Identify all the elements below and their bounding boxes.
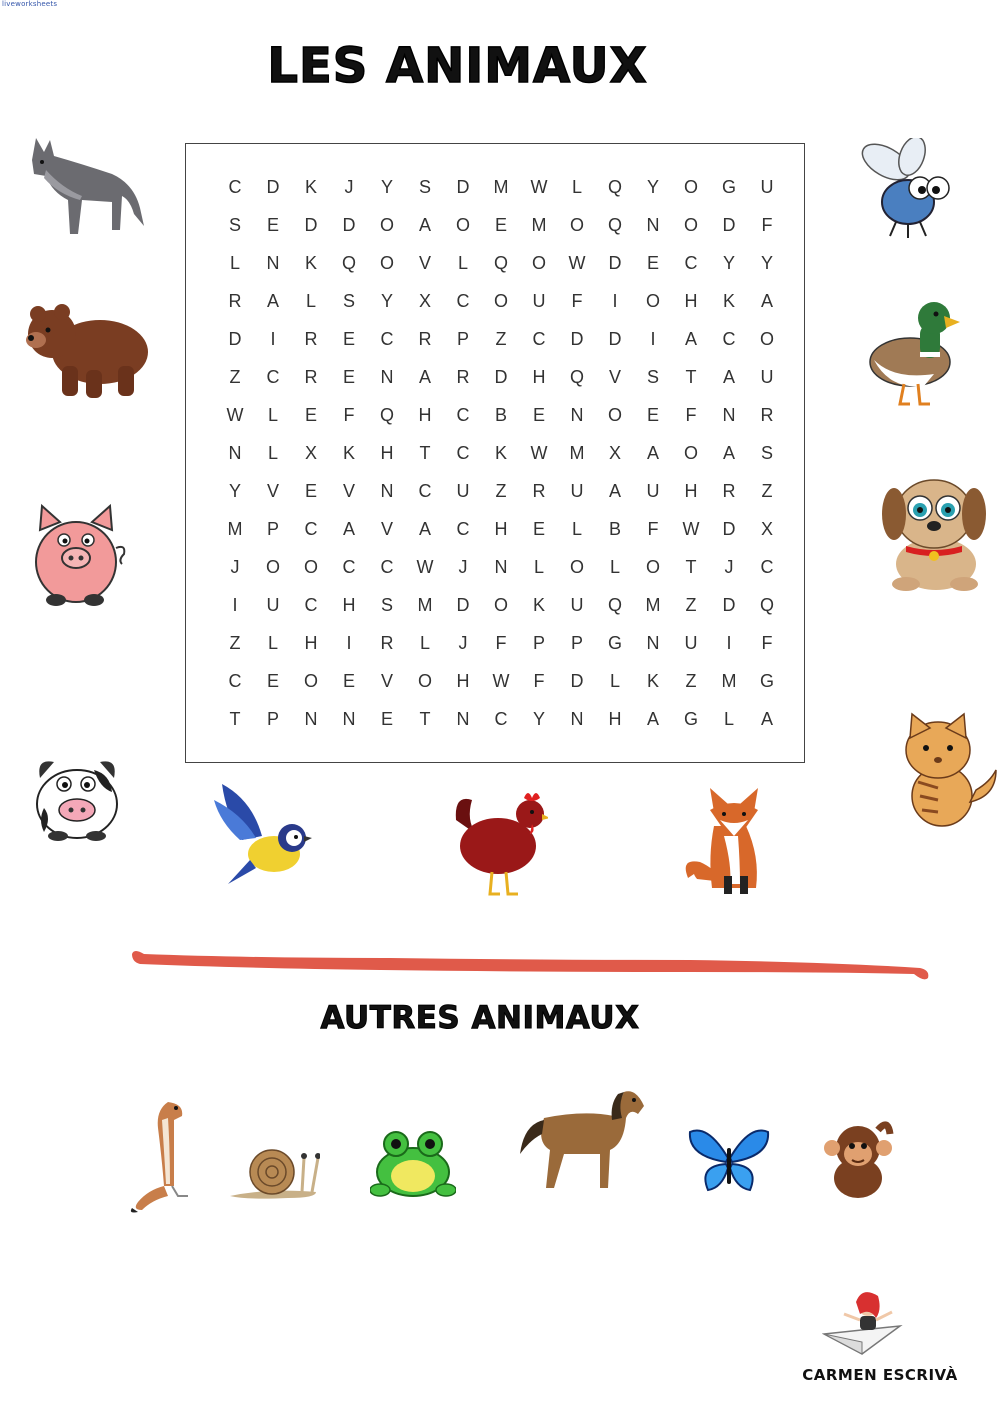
grid-letter[interactable]: Z (229, 366, 241, 387)
grid-letter[interactable]: D (570, 670, 584, 691)
grid-letter[interactable]: G (759, 670, 774, 691)
grid-letter[interactable]: Y (380, 176, 393, 197)
grid-letter[interactable]: L (267, 442, 278, 463)
grid-letter[interactable]: R (456, 366, 470, 387)
grid-letter[interactable]: O (265, 556, 280, 577)
grid-letter[interactable]: W (682, 518, 700, 539)
grid-letter[interactable]: E (342, 328, 355, 349)
grid-letter[interactable]: S (760, 442, 773, 463)
grid-letter[interactable]: Y (228, 480, 241, 501)
wolf-image (22, 130, 147, 240)
grid-letter[interactable]: C (684, 252, 698, 273)
grid-letter[interactable]: O (683, 442, 698, 463)
grid-letter[interactable]: H (342, 594, 356, 615)
grid-letter[interactable]: C (304, 594, 318, 615)
grid-letter[interactable]: K (646, 670, 659, 691)
grid-letter[interactable]: R (304, 366, 318, 387)
grid-letter[interactable]: W (530, 176, 548, 197)
grid-letter[interactable]: I (650, 328, 656, 349)
grid-letter[interactable]: N (646, 632, 660, 653)
grid-letter[interactable]: U (760, 366, 774, 387)
grid-letter[interactable]: N (304, 708, 318, 729)
grid-letter[interactable]: M (721, 670, 737, 691)
grid-letter[interactable]: I (232, 594, 238, 615)
grid-letter[interactable]: O (607, 404, 622, 425)
grid-letter[interactable]: J (344, 176, 354, 197)
monkey-image (822, 1120, 894, 1200)
grid-letter[interactable]: A (722, 366, 735, 387)
grid-letter[interactable]: Q (607, 214, 622, 235)
grid-letter[interactable]: O (645, 556, 660, 577)
grid-letter[interactable]: G (683, 708, 698, 729)
grid-letter[interactable]: H (608, 708, 622, 729)
grid-letter[interactable]: C (304, 518, 318, 539)
grid-letter[interactable]: C (342, 556, 356, 577)
snail-image (228, 1144, 320, 1200)
grid-letter[interactable]: O (683, 214, 698, 235)
grid-letter[interactable]: Q (607, 594, 622, 615)
grid-letter[interactable]: L (571, 518, 582, 539)
grid-letter[interactable]: Q (759, 594, 774, 615)
paper-plane-avatar-image (822, 1288, 904, 1358)
grid-letter[interactable]: C (456, 518, 470, 539)
grid-letter[interactable]: O (493, 290, 508, 311)
grid-letter[interactable]: N (380, 480, 394, 501)
grid-letter[interactable]: E (266, 670, 279, 691)
grid-letter[interactable]: X (608, 442, 621, 463)
grid-letter[interactable]: U (684, 632, 698, 653)
grid-letter[interactable]: I (612, 290, 618, 311)
grid-letter[interactable]: N (570, 404, 584, 425)
grid-letter[interactable]: C (380, 328, 394, 349)
grid-letter[interactable]: D (228, 328, 242, 349)
grid-letter[interactable]: O (569, 214, 584, 235)
grid-letter[interactable]: Y (532, 708, 545, 729)
grid-letter[interactable]: L (571, 176, 582, 197)
grid-letter[interactable]: P (456, 328, 469, 349)
grid-letter[interactable]: A (418, 518, 431, 539)
word-search-grid[interactable] (216, 168, 786, 738)
watermark-logo: liveworksheets (2, 0, 58, 8)
grid-letter[interactable]: W (226, 404, 244, 425)
dog-image (876, 468, 988, 593)
bear-image (22, 300, 152, 405)
grid-letter[interactable]: E (646, 252, 659, 273)
grid-letter[interactable]: L (267, 404, 278, 425)
grid-letter[interactable]: A (608, 480, 621, 501)
grid-letter[interactable]: T (419, 708, 431, 729)
grid-letter[interactable]: B (494, 404, 507, 425)
grid-letter[interactable]: G (721, 176, 736, 197)
cat-image (898, 712, 1000, 830)
grid-letter[interactable]: E (494, 214, 507, 235)
grid-letter[interactable]: C (418, 480, 432, 501)
grid-letter[interactable]: D (722, 518, 736, 539)
butterfly-image (688, 1126, 770, 1196)
grid-letter[interactable]: O (417, 670, 432, 691)
grid-letter[interactable]: K (342, 442, 355, 463)
grid-letter[interactable]: O (493, 594, 508, 615)
page-title: LES ANIMAUX (267, 38, 648, 94)
grid-letter[interactable]: R (722, 480, 736, 501)
pig-image (32, 500, 132, 608)
grid-letter[interactable]: J (458, 556, 468, 577)
grid-letter[interactable]: E (266, 214, 279, 235)
grid-letter[interactable]: F (761, 632, 773, 653)
grid-letter[interactable]: L (723, 708, 734, 729)
grid-letter[interactable]: A (266, 290, 279, 311)
grid-letter[interactable]: V (418, 252, 431, 273)
grid-letter[interactable]: W (530, 442, 548, 463)
grid-letter[interactable]: O (683, 176, 698, 197)
grid-letter[interactable]: B (608, 518, 621, 539)
grid-letter[interactable]: I (346, 632, 352, 653)
grid-letter[interactable]: T (685, 366, 697, 387)
grid-letter[interactable]: D (570, 328, 584, 349)
grid-letter[interactable]: R (304, 328, 318, 349)
grid-letter[interactable]: L (533, 556, 544, 577)
grid-letter[interactable]: G (607, 632, 622, 653)
grid-letter[interactable]: N (342, 708, 356, 729)
grid-letter[interactable]: Y (380, 290, 393, 311)
grid-letter[interactable]: W (416, 556, 434, 577)
grid-letter[interactable]: O (379, 252, 394, 273)
grid-letter[interactable]: H (684, 290, 698, 311)
grid-letter[interactable]: H (304, 632, 318, 653)
grid-letter[interactable]: C (532, 328, 546, 349)
grid-letter[interactable]: K (304, 252, 317, 273)
grid-letter[interactable]: F (495, 632, 507, 653)
grid-letter[interactable]: E (532, 404, 545, 425)
grid-letter[interactable]: C (456, 404, 470, 425)
grid-letter[interactable]: O (569, 556, 584, 577)
red-divider (130, 946, 932, 992)
grid-letter[interactable]: A (760, 708, 773, 729)
grid-letter[interactable]: H (418, 404, 432, 425)
grid-letter[interactable]: M (493, 176, 509, 197)
grid-letter[interactable]: K (532, 594, 545, 615)
horse-image (514, 1084, 648, 1194)
grid-letter[interactable]: D (456, 594, 470, 615)
word-search-box (185, 143, 805, 763)
grid-letter[interactable]: V (380, 518, 393, 539)
fly-image (856, 138, 956, 240)
grid-letter[interactable]: D (342, 214, 356, 235)
grid-letter[interactable]: Z (685, 594, 697, 615)
grid-letter[interactable]: V (380, 670, 393, 691)
section-title: AUTRES ANIMAUX (320, 1000, 640, 1036)
grid-letter[interactable]: D (494, 366, 508, 387)
grid-letter[interactable]: M (569, 442, 585, 463)
grid-letter[interactable]: L (267, 632, 278, 653)
grid-letter[interactable]: O (379, 214, 394, 235)
blue-tit-image (212, 780, 312, 888)
grid-letter[interactable]: N (646, 214, 660, 235)
grid-letter[interactable]: N (722, 404, 736, 425)
grid-letter[interactable]: I (270, 328, 276, 349)
grid-letter[interactable]: M (645, 594, 661, 615)
grid-letter[interactable]: D (722, 594, 736, 615)
grid-letter[interactable]: N (494, 556, 508, 577)
grid-letter[interactable]: H (456, 670, 470, 691)
grid-letter[interactable]: E (646, 404, 659, 425)
grid-letter[interactable]: E (342, 670, 355, 691)
grid-letter[interactable]: C (266, 366, 280, 387)
grid-letter[interactable]: N (266, 252, 280, 273)
grid-letter[interactable]: L (305, 290, 316, 311)
grid-letter[interactable]: Q (607, 176, 622, 197)
grid-letter[interactable]: T (419, 442, 431, 463)
grid-letter[interactable]: S (342, 290, 355, 311)
grid-letter[interactable]: V (266, 480, 279, 501)
grid-letter[interactable]: V (608, 366, 621, 387)
grid-letter[interactable]: N (570, 708, 584, 729)
grid-letter[interactable]: R (228, 290, 242, 311)
grid-letter[interactable]: Q (341, 252, 356, 273)
grid-letter[interactable]: F (647, 518, 659, 539)
grid-letter[interactable]: P (266, 708, 279, 729)
grid-letter[interactable]: L (229, 252, 240, 273)
grid-letter[interactable]: Z (229, 632, 241, 653)
grid-letter[interactable]: E (532, 518, 545, 539)
grid-letter[interactable]: Q (379, 404, 394, 425)
grid-letter[interactable]: U (570, 594, 584, 615)
stoat-image (128, 1090, 196, 1214)
grid-letter[interactable]: X (304, 442, 317, 463)
hen-image (452, 790, 548, 898)
author-name: CARMEN ESCRIVÀ (802, 1366, 958, 1384)
grid-letter[interactable]: F (685, 404, 697, 425)
grid-letter[interactable]: Y (646, 176, 659, 197)
grid-letter[interactable]: F (343, 404, 355, 425)
grid-letter[interactable]: L (609, 670, 620, 691)
grid-letter[interactable]: O (455, 214, 470, 235)
grid-letter[interactable]: A (342, 518, 355, 539)
grid-letter[interactable]: F (571, 290, 583, 311)
grid-letter[interactable]: S (646, 366, 659, 387)
grid-letter[interactable]: A (646, 708, 659, 729)
grid-letter[interactable]: J (230, 556, 240, 577)
grid-letter[interactable]: C (228, 176, 242, 197)
grid-letter[interactable]: C (228, 670, 242, 691)
grid-letter[interactable]: U (570, 480, 584, 501)
grid-letter[interactable]: Y (722, 252, 735, 273)
grid-letter[interactable]: D (266, 176, 280, 197)
grid-letter[interactable]: S (228, 214, 241, 235)
grid-letter[interactable]: D (456, 176, 470, 197)
cow-image (34, 748, 120, 843)
grid-letter[interactable]: E (304, 480, 317, 501)
grid-letter[interactable]: D (722, 214, 736, 235)
grid-letter[interactable]: Z (495, 480, 507, 501)
grid-letter[interactable]: L (609, 556, 620, 577)
grid-letter[interactable]: Y (760, 252, 773, 273)
grid-letter[interactable]: D (608, 252, 622, 273)
grid-letter[interactable]: H (684, 480, 698, 501)
grid-letter[interactable]: Z (761, 480, 773, 501)
grid-letter[interactable]: U (532, 290, 546, 311)
grid-letter[interactable]: A (418, 214, 431, 235)
grid-letter[interactable]: F (761, 214, 773, 235)
grid-letter[interactable]: P (266, 518, 279, 539)
grid-letter[interactable]: U (456, 480, 470, 501)
grid-letter[interactable]: O (531, 252, 546, 273)
grid-letter[interactable]: F (533, 670, 545, 691)
grid-letter[interactable]: C (494, 708, 508, 729)
grid-letter[interactable]: A (418, 366, 431, 387)
grid-letter[interactable]: U (646, 480, 660, 501)
grid-letter[interactable]: O (645, 290, 660, 311)
grid-letter[interactable]: R (418, 328, 432, 349)
grid-letter[interactable]: A (646, 442, 659, 463)
grid-letter[interactable]: C (760, 556, 774, 577)
grid-letter[interactable]: H (494, 518, 508, 539)
grid-letter[interactable]: N (228, 442, 242, 463)
grid-letter[interactable]: O (759, 328, 774, 349)
grid-letter[interactable]: E (342, 366, 355, 387)
grid-letter[interactable]: K (304, 176, 317, 197)
grid-letter[interactable]: K (722, 290, 735, 311)
grid-letter[interactable]: S (380, 594, 393, 615)
grid-letter[interactable]: Z (685, 670, 697, 691)
grid-letter[interactable]: S (418, 176, 431, 197)
grid-letter[interactable]: K (494, 442, 507, 463)
grid-letter[interactable]: O (303, 670, 318, 691)
grid-letter[interactable]: L (419, 632, 430, 653)
duck-image (864, 300, 960, 408)
grid-letter[interactable]: U (760, 176, 774, 197)
grid-letter[interactable]: Z (495, 328, 507, 349)
grid-letter[interactable]: P (570, 632, 583, 653)
grid-letter[interactable]: M (227, 518, 243, 539)
grid-letter[interactable]: A (722, 442, 735, 463)
grid-letter[interactable]: J (458, 632, 468, 653)
grid-letter[interactable]: V (342, 480, 355, 501)
grid-letter[interactable]: R (532, 480, 546, 501)
grid-letter[interactable]: Q (493, 252, 508, 273)
grid-letter[interactable]: C (380, 556, 394, 577)
grid-letter[interactable]: W (568, 252, 586, 273)
grid-letter[interactable]: O (303, 556, 318, 577)
grid-letter[interactable]: D (608, 328, 622, 349)
grid-letter[interactable]: A (760, 290, 773, 311)
grid-letter[interactable]: M (417, 594, 433, 615)
grid-letter[interactable]: C (722, 328, 736, 349)
grid-letter[interactable]: C (456, 442, 470, 463)
grid-letter[interactable]: A (684, 328, 697, 349)
grid-letter[interactable]: T (229, 708, 241, 729)
frog-image (370, 1130, 456, 1198)
grid-letter[interactable]: C (456, 290, 470, 311)
grid-letter[interactable]: H (532, 366, 546, 387)
grid-letter[interactable]: W (492, 670, 510, 691)
grid-letter[interactable]: R (380, 632, 394, 653)
grid-letter[interactable]: R (760, 404, 774, 425)
grid-letter[interactable]: X (418, 290, 431, 311)
grid-letter[interactable]: X (760, 518, 773, 539)
grid-letter[interactable]: E (304, 404, 317, 425)
grid-letter[interactable]: N (380, 366, 394, 387)
grid-letter[interactable]: N (456, 708, 470, 729)
grid-letter[interactable]: H (380, 442, 394, 463)
grid-letter[interactable]: E (380, 708, 393, 729)
fox-image (684, 786, 770, 898)
grid-letter[interactable]: M (531, 214, 547, 235)
grid-letter[interactable]: D (304, 214, 318, 235)
grid-letter[interactable]: L (457, 252, 468, 273)
grid-letter[interactable]: T (685, 556, 697, 577)
grid-letter[interactable]: J (724, 556, 734, 577)
grid-letter[interactable]: U (266, 594, 280, 615)
grid-letter[interactable]: Q (569, 366, 584, 387)
grid-letter[interactable]: P (532, 632, 545, 653)
grid-letter[interactable]: I (726, 632, 732, 653)
